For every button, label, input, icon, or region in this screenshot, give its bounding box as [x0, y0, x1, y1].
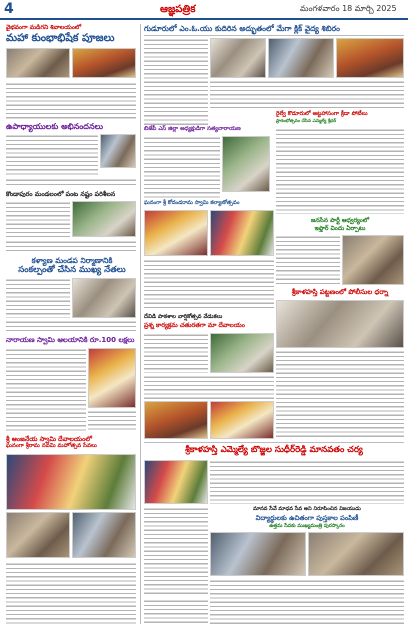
headline-1: మహా కుంభాభిషేక పూజలు — [6, 32, 115, 44]
subhead-2: ఘనంగా శ్రీ కోదండరామ స్వామి కల్యాణోత్సవం — [144, 200, 240, 206]
subhead-4: జనసేన పార్టీ ఆధ్వర్యంలో — [310, 217, 370, 224]
article-text-r2 — [144, 136, 220, 198]
photo-crowd-1 — [6, 512, 70, 558]
photo-school — [210, 333, 274, 373]
photo-field — [72, 201, 136, 237]
divider — [144, 442, 404, 443]
article-text-r8 — [210, 460, 404, 504]
photo-meeting — [72, 278, 136, 318]
article-text-r5 — [144, 259, 274, 311]
photo-teacher — [100, 134, 136, 168]
headline-6b: ఘనంగా శ్రీరామ నవమి మహోత్సవ సేవలు — [6, 443, 97, 449]
subhead-3: రైల్వే కొడూరులో అట్టహాసంగా క్రీడా పోటీలు — [276, 111, 368, 117]
subhead-8: మానవ సేవే మాధవ సేవ అని నిరూపించిన విజయుడు — [253, 506, 361, 512]
article-text-r1b — [210, 80, 404, 110]
photo-temple-1 — [6, 48, 70, 78]
headline-4: కళ్యాణ మండప నిర్మాణానికి — [31, 256, 113, 265]
article-text-r6 — [144, 333, 208, 373]
article-text-5b — [88, 410, 136, 432]
subhead-4b: ఇఫ్తార్ విందు ఏర్పాటు — [314, 225, 366, 232]
photo-students-2 — [210, 401, 274, 439]
photo-books-1 — [210, 532, 306, 576]
photo-iftar — [342, 235, 404, 285]
headline-4b: సంకల్పంతో చేసిన ముఖ్య నేతలు — [18, 265, 126, 275]
subhead-1: బిజేపీ ఎస్ జిల్లా అధ్యక్షుడిగా సత్యనారాయణ — [144, 126, 241, 132]
subhead-8c: ఉత్తమ సేవకు ముఖ్యమంత్రి పురస్కారం — [269, 523, 345, 529]
dateline: మంగళవారం 18 మార్చి 2025 — [300, 4, 397, 13]
subhead-6: శ్రీకాళహస్తి పట్టణంలో పోలీసుల ధర్నా — [291, 288, 389, 296]
article-text-2b — [6, 178, 136, 188]
article-text-6 — [6, 562, 136, 624]
photo-festival — [6, 454, 136, 510]
article-text-r9b — [144, 599, 208, 624]
photo-students-1 — [144, 401, 208, 439]
article-text-r10 — [210, 579, 404, 624]
subhead-5: దేవిడి పాఠశాల వార్షికోత్సవ వేడుకలు — [144, 314, 223, 320]
subhead-7: శ్రీకాళహస్తి ఎమ్మెల్యే బొజ్జల సుధీర్‌రెడ్డి మానవతం చర్య — [185, 445, 363, 455]
subhead-3a: ప్రారంభోత్సవం చేసిన ఎమ్మెల్యే శ్రీధర్ — [276, 119, 337, 124]
headline-5: నారాయణ స్వామి ఆలయానికి రూ.100 లక్షలు — [6, 336, 135, 344]
photo-camp-2 — [268, 38, 334, 78]
photo-crowd-2 — [72, 512, 136, 558]
article-text-r9 — [144, 507, 208, 597]
photo-kalyanam-2 — [210, 210, 274, 256]
article-text-4 — [6, 278, 70, 318]
photo-temple-2 — [72, 48, 136, 78]
kicker-1: వైభవంగా మడిగని శివాలయంలో — [6, 24, 82, 31]
divider — [144, 35, 404, 36]
subhead-5b: ప్రశ్న కార్యక్రమ చతురతగా మా దేవాలయం — [144, 322, 245, 329]
photo-camp-1 — [210, 38, 266, 78]
photo-books-2 — [308, 532, 404, 576]
article-text-1 — [6, 82, 136, 120]
article-text-3b — [6, 240, 136, 254]
banner-headline: గుడూరులో ఎం.ఓ.యు కుదిరిన అద్భుతంలో మేగా క్లిక్ వైద్య శిబిరం — [144, 24, 340, 33]
photo-portrait — [222, 136, 270, 192]
article-text-r3 — [276, 128, 404, 214]
photo-deity — [88, 348, 136, 408]
article-text-2 — [6, 134, 98, 176]
article-text-4b — [6, 320, 136, 334]
subhead-8b: విద్యార్థులకు ఉచితంగా పుస్తకాల పంపిణీ — [255, 514, 359, 522]
photo-kalyanam-1 — [144, 210, 208, 256]
photo-camp-3 — [336, 38, 404, 78]
article-text-r4 — [276, 235, 340, 285]
photo-dharna — [276, 300, 404, 348]
article-text-5 — [6, 348, 86, 432]
headline-2: ఉపాధ్యాయులకు అభినందనలు — [6, 122, 104, 131]
article-text-r6b — [144, 375, 274, 399]
headline-6: శ్రీ ఆంజనేయ స్వామి దేవాలయంలో — [6, 435, 92, 443]
photo-mla — [144, 460, 208, 504]
article-text-3 — [6, 201, 70, 237]
article-text-r7 — [276, 350, 404, 439]
page-number: 4 — [4, 1, 14, 17]
headline-3: కొండాపురం మండలంలో పంట నష్టం పరిశీలన — [6, 191, 116, 198]
column-divider — [140, 24, 141, 624]
article-text-r1 — [144, 38, 208, 126]
masthead: ఆజ్ఞపత్రిక — [160, 4, 196, 15]
